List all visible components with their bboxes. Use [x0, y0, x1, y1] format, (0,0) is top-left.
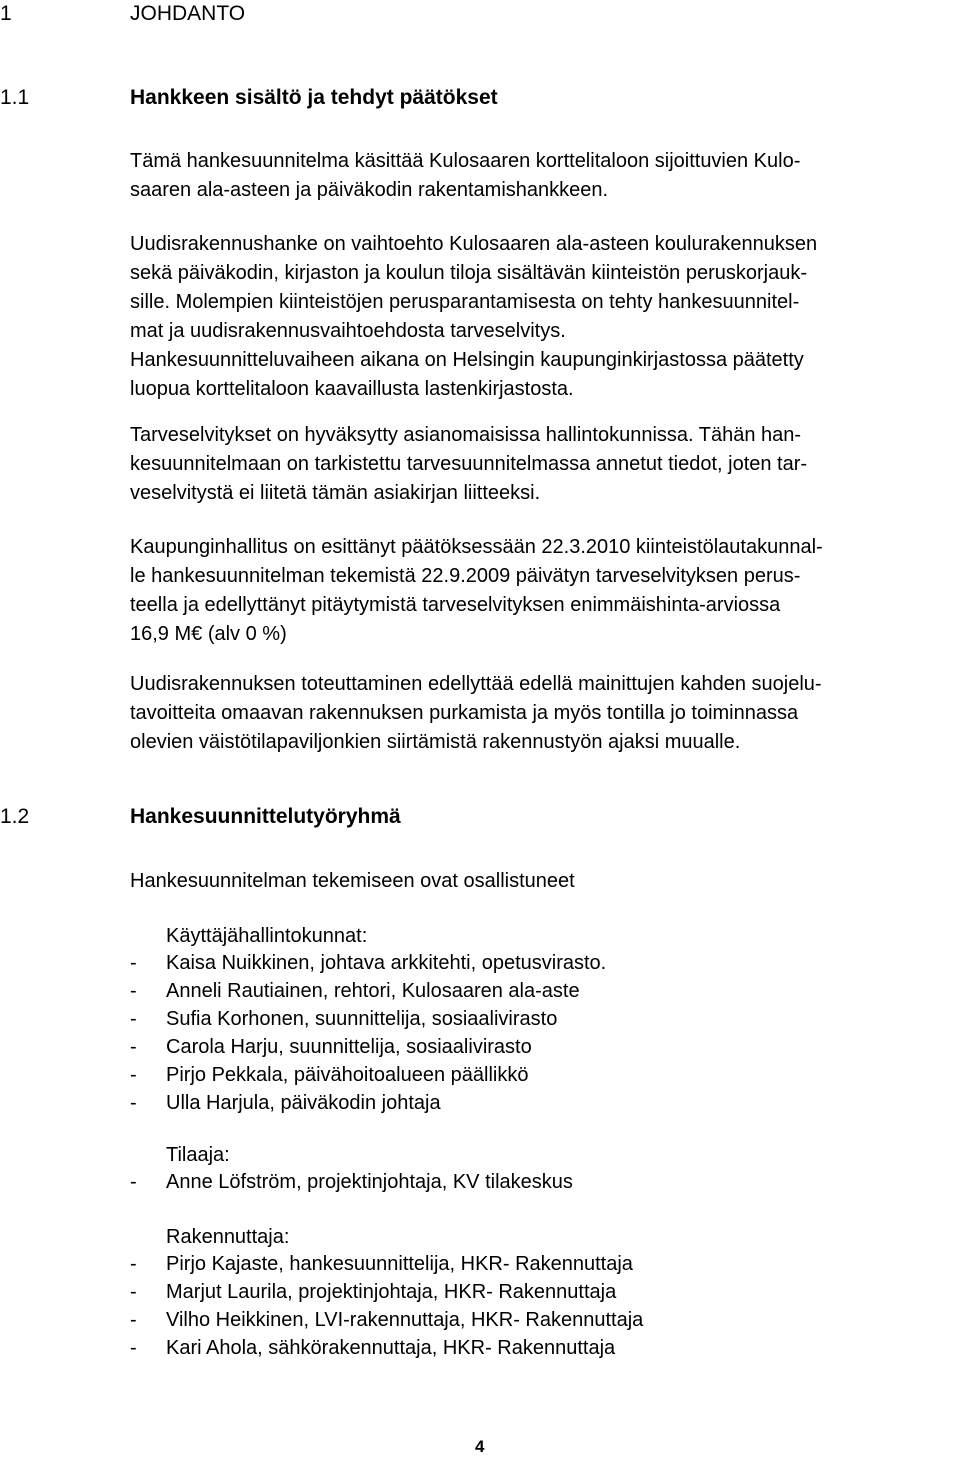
paragraph-line: Tarveselvitykset on hyväksytty asianomaisissa hallintokunnissa. Tähän han- — [130, 424, 802, 446]
member-list-client — [130, 1168, 573, 1196]
paragraph-line: Kaupunginhallitus on esittänyt päätöksessään 22.3.2010 kiinteistölautakunnal- — [130, 536, 823, 558]
dash-marker: - — [130, 1092, 137, 1114]
paragraph-line: teella ja edellyttänyt pitäytymistä tarveselvityksen enimmäishinta-arviossa — [130, 594, 781, 616]
list-item — [130, 1089, 606, 1117]
paragraph-line: le hankesuunnitelman tekemistä 22.9.2009 päivätyn tarveselvityksen perus- — [130, 565, 801, 587]
paragraph-line: Uudisrakennuksen toteuttaminen edellyttää edellä mainittujen kahden suojelu- — [130, 673, 822, 695]
dash-marker: - — [130, 952, 137, 974]
paragraph-line: Tämä hankesuunnitelma käsittää Kulosaaren korttelitaloon sijoittuvien Kulo- — [130, 150, 801, 172]
dash-marker: - — [130, 980, 137, 1002]
paragraph-4 — [130, 533, 823, 649]
paragraph-line: mat ja uudisrakennusvaihtoehdosta tarveselvitys. — [130, 320, 566, 342]
member-list-users — [130, 949, 606, 1117]
member-text: Kari Ahola, sähkörakennuttaja, HKR- Rakennuttaja — [166, 1337, 616, 1359]
paragraph-2 — [130, 230, 817, 404]
list-item — [130, 1005, 606, 1033]
member-text: Anneli Rautiainen, rehtori, Kulosaaren ala-aste — [166, 980, 580, 1002]
list-item — [130, 977, 606, 1005]
paragraph-line: luopua korttelitaloon kaavaillusta lastenkirjastosta. — [130, 378, 574, 400]
list-item — [130, 1168, 573, 1196]
paragraph-line: Uudisrakennushanke on vaihtoehto Kulosaaren ala-asteen koulurakennuksen — [130, 233, 818, 255]
list-item — [130, 1061, 606, 1089]
section-1-1-title: Hankkeen sisältö ja tehdyt päätökset — [130, 86, 498, 109]
member-text: Pirjo Kajaste, hankesuunnittelija, HKR- Rakennuttaja — [166, 1253, 633, 1275]
dash-marker: - — [130, 1253, 137, 1275]
paragraph-3 — [130, 421, 807, 508]
paragraph-line: veselvitystä ei liitetä tämän asiakirjan liitteeksi. — [130, 482, 541, 504]
paragraph-line: 16,9 M€ (alv 0 %) — [130, 623, 287, 645]
section-1-1-number: 1.1 — [0, 86, 30, 109]
team-intro: Hankesuunnitelman tekemiseen ovat osallistuneet — [130, 870, 575, 892]
dash-marker: - — [130, 1337, 137, 1359]
dash-marker: - — [130, 1008, 137, 1030]
dash-marker: - — [130, 1171, 137, 1193]
group-label-users: Käyttäjähallintokunnat: — [166, 925, 368, 947]
member-text: Anne Löfström, projektinjohtaja, KV tilakeskus — [166, 1171, 573, 1193]
list-item — [130, 1033, 606, 1061]
list-item — [130, 1334, 643, 1362]
paragraph-line: sille. Molempien kiinteistöjen perusparantamisesta on tehty hankesuunnitel- — [130, 291, 800, 313]
member-text: Sufia Korhonen, suunnittelija, sosiaalivirasto — [166, 1008, 558, 1030]
section-1-2-title: Hankesuunnittelutyöryhmä — [130, 805, 401, 828]
dash-marker: - — [130, 1064, 137, 1086]
paragraph-line: Hankesuunnitteluvaiheen aikana on Helsingin kaupunginkirjastossa päätetty — [130, 349, 804, 371]
member-text: Vilho Heikkinen, LVI-rakennuttaja, HKR- Rakennuttaja — [166, 1309, 644, 1331]
paragraph-line: sekä päiväkodin, kirjaston ja koulun tiloja sisältävän kiinteistön peruskorjauk- — [130, 262, 808, 284]
paragraph-line: tavoitteita omaavan rakennuksen purkamista ja myös tontilla jo toiminnassa — [130, 702, 799, 724]
member-list-developer — [130, 1250, 643, 1362]
section-1-2-number: 1.2 — [0, 805, 30, 828]
list-item — [130, 1306, 643, 1334]
paragraph-line: saaren ala-asteen ja päiväkodin rakentamishankkeen. — [130, 179, 609, 201]
list-item — [130, 1278, 643, 1306]
paragraph-line: olevien väistötilapaviljonkien siirtämistä rakennustyön ajaksi muualle. — [130, 731, 741, 753]
member-text: Kaisa Nuikkinen, johtava arkkitehti, opetusvirasto. — [166, 952, 607, 974]
page-number: 4 — [475, 1437, 485, 1456]
dash-marker: - — [130, 1036, 137, 1058]
paragraph-1 — [130, 147, 800, 205]
group-label-developer: Rakennuttaja: — [166, 1226, 290, 1248]
paragraph-line: kesuunnitelmaan on tarkistettu tarvesuunnitelmassa annetut tiedot, joten tar- — [130, 453, 808, 475]
paragraph-5 — [130, 670, 822, 757]
list-item — [130, 1250, 643, 1278]
member-text: Ulla Harjula, päiväkodin johtaja — [166, 1092, 441, 1114]
dash-marker: - — [130, 1309, 137, 1331]
dash-marker: - — [130, 1281, 137, 1303]
member-text: Pirjo Pekkala, päivähoitoalueen päällikkö — [166, 1064, 529, 1086]
list-item — [130, 949, 606, 977]
member-text: Carola Harju, suunnittelija, sosiaalivirasto — [166, 1036, 532, 1058]
member-text: Marjut Laurila, projektinjohtaja, HKR- Rakennuttaja — [166, 1281, 617, 1303]
heading-1-title: JOHDANTO — [130, 2, 246, 25]
group-label-client: Tilaaja: — [166, 1144, 230, 1166]
heading-1-number: 1 — [0, 2, 12, 25]
